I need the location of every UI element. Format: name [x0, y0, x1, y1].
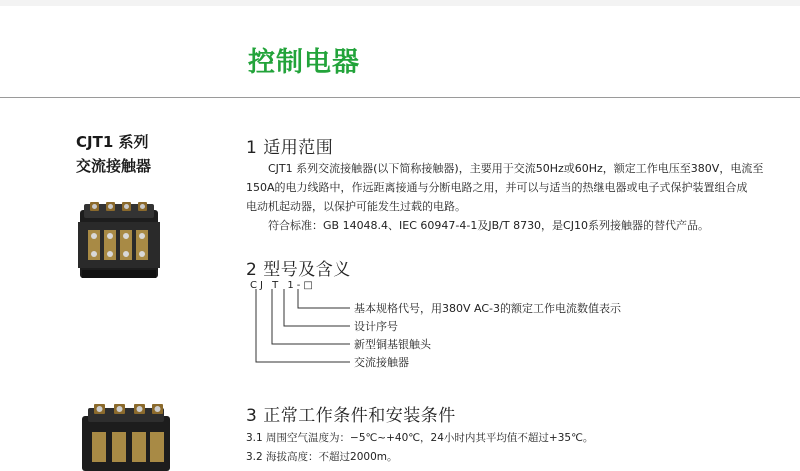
section-1-line-2: 150A的电力线路中，作远距离接通与分断电路之用，并可以与适当的热继电器或电子式保护装置组合成: [246, 181, 748, 194]
section-1-paragraph: [246, 159, 786, 216]
header-divider: [0, 97, 800, 98]
condition-altitude: 3.2 海拔高度：不超过2000m。: [246, 451, 398, 463]
top-strip: [0, 0, 800, 6]
legend-spec-code: 基本规格代号，用380V AC-3的额定工作电流数值表示: [354, 302, 621, 315]
legend-design-serial: 设计序号: [354, 320, 398, 333]
section-1-line-3: 电动机起动器，以保护可能发生过载的电路。: [246, 200, 466, 213]
section-1: [246, 133, 333, 158]
section-1-heading: 1 适用范围: [246, 138, 334, 158]
model-code-diagram: [250, 288, 354, 370]
section-3: [246, 401, 456, 426]
contactor-photo: [78, 200, 160, 282]
product-name: [76, 130, 151, 178]
condition-temperature: 3.1 周围空气温度为：−5℃~+40℃，24小时内其平均值不超过+35℃。: [246, 432, 594, 444]
model-code: CJ T 1-□: [250, 280, 316, 291]
section-3-heading: 3 正常工作条件和安装条件: [246, 406, 456, 426]
standards-text: 符合标准：GB 14048.4、IEC 60947-4-1及JB/T 8730，是CJ10系列接触器的替代产品。: [268, 219, 709, 232]
section-2: [246, 255, 351, 280]
section-1-standards: [246, 216, 786, 235]
product-series: CJT1 系列: [76, 133, 149, 151]
section-1-line-1: CJT1 系列交流接触器(以下简称接触器)，主要用于交流50Hz或60Hz，额定工作电压至380V，电流至: [268, 162, 764, 175]
product-type: 交流接触器: [76, 157, 152, 175]
category-title: 控制电器: [248, 47, 360, 78]
section-2-heading: 2 型号及含义: [246, 260, 351, 280]
contactor-photo-2: [78, 402, 174, 471]
legend-contact-type: 新型铜基银触头: [354, 338, 431, 351]
legend-product-type: 交流接触器: [354, 356, 409, 369]
